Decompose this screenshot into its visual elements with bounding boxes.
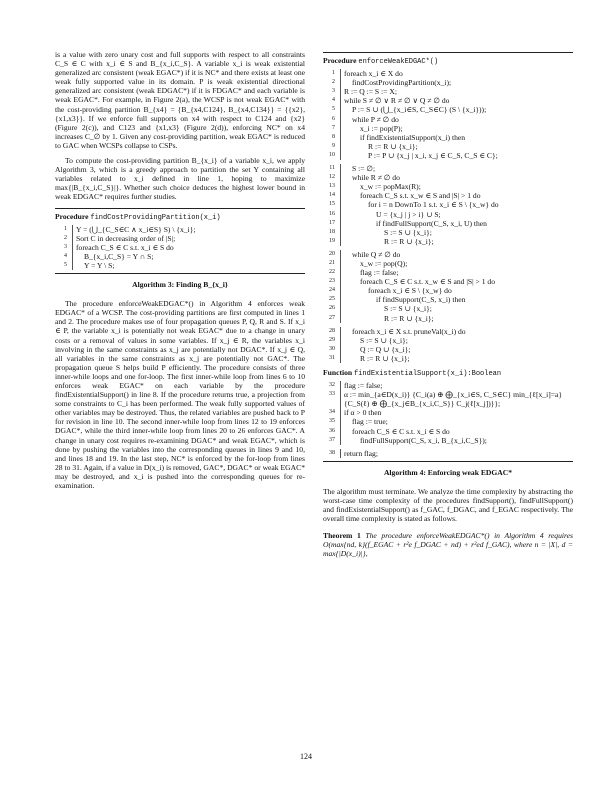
line-number: 15: [329, 201, 335, 208]
line-code: while Q ≠ ∅ do: [340, 250, 573, 259]
procedure-name: findCostProvidingPartition(x_i): [90, 213, 221, 222]
line-number: 37: [329, 436, 335, 443]
line-number: 4: [64, 252, 67, 259]
algorithm-line: [323, 164, 573, 173]
line-number: 25: [329, 296, 335, 303]
line-code: Q := Q ∪ {x_i};: [340, 345, 573, 354]
line-number: 23: [329, 278, 335, 285]
line-code: foreach x_i ∈ X do: [340, 69, 573, 78]
line-number: 32: [329, 382, 335, 389]
algorithm-line: [323, 327, 573, 336]
line-number: 30: [329, 345, 335, 352]
line-code: foreach x_i ∈ X s.t. pruneVal(x_i) do: [340, 327, 573, 336]
theorem-label: Theorem 1: [323, 530, 361, 540]
line-code: R := R ∪ {x_i};: [340, 354, 573, 363]
algorithm-line: [323, 210, 573, 219]
line-number: 3: [64, 243, 67, 250]
line-number: 22: [329, 269, 335, 276]
line-number: 6: [332, 115, 335, 122]
line-code: flag := false;: [340, 268, 573, 277]
line-number: 21: [329, 259, 335, 266]
algorithm-3-header: [55, 212, 305, 223]
right-column: [323, 50, 573, 566]
paragraph-weak-egac-definition: is a value with zero unary cost and full supports with respect to all constraints C_S ∈ C with x_i ∈ S and B_{x_i,C_S}. A variable x_i is weak existential generalized arc consistent (weak EGAC*) if it is NC* and there exists at least one weak fully supported value in its domain. P is weak existential directional generalized arc consistent (weak EDGAC*) if it is FDGAC* and each variable is weak EGAC*. For example, in Figure 2(a), the WCSP is not weak EGAC* with the cost-providing partition B_{x4} = {B_{x4,C124}, B_{x4,C134}} = {{x2},{x1,x3}}. If we enforce full supports on x4 with respect to C124 and {x2} (Figure 2(c)), and C123 and {x1,x3} (Figure 2(d)), enforcing NC* on x4 increases C_∅ by 1. Given any cost-providing partition, weak EGAC* is reduced to GAC when WCSPs collapse to CSPs.: [55, 50, 305, 150]
line-code: P := S ∪ (⋃_{x_i∈S, C_S∈C} (S \ {x_i}));: [340, 105, 573, 114]
line-number: 11: [329, 165, 335, 172]
procedure-keyword: Procedure: [323, 56, 357, 65]
algorithm-line: [323, 336, 573, 345]
algorithm-3-lines: [55, 225, 305, 270]
algorithm-line: [323, 173, 573, 182]
line-number: 29: [329, 336, 335, 343]
line-code: P := P ∪ {x_j | x_i, x_j ∈ C_S, C_S ∈ C};: [340, 151, 573, 160]
line-code: while R ≠ ∅ do: [340, 173, 573, 182]
algorithm-line: [323, 304, 573, 313]
algorithm-line: [323, 436, 573, 445]
line-code: B_{x_i,C_S} = Y ∩ S;: [72, 252, 305, 261]
line-number: 17: [329, 219, 335, 226]
algorithm-line: [323, 268, 573, 277]
line-code: S := ∅;: [340, 164, 573, 173]
algorithm-line: [323, 105, 573, 114]
algorithm-line: [323, 78, 573, 87]
line-number: 12: [329, 174, 335, 181]
line-number: 38: [329, 449, 335, 456]
line-code: R := R ∪ {x_i};: [340, 314, 573, 323]
algorithm-line: [323, 417, 573, 426]
line-number: 3: [332, 88, 335, 95]
line-number: 19: [329, 237, 335, 244]
algorithm-line: [323, 219, 573, 228]
line-number: 20: [329, 250, 335, 257]
line-number: 14: [329, 192, 335, 199]
function-lines: [323, 381, 573, 458]
line-code: findFullSupport(C_S, x_i, B_{x_i,C_S});: [340, 436, 573, 445]
function-header: [323, 368, 573, 379]
algorithm-line: [323, 182, 573, 191]
paragraph-procedure-description: The procedure enforceWeakEDGAC*() in Algorithm 4 enforces weak EDGAC* of a WCSP. The cost-providing partitions are first computed in lines 1 and 2. The procedure makes use of four propagation queues P, Q, R and S. If x_i ∈ P, the variable x_i is potentially not weak EGAC* due to a change in unary costs or a removal of values in some variables. If x_j ∈ R, the variables x_i involving in the same constraints as x_j are potentially not DGAC*. If x_j ∈ Q, all variables in the same constraints as x_j are potentially not GAC*. The propagation queue S helps build P efficiently. The procedure consists of three inner-while loops and one for-loop. The first inner-while loop from lines 6 to 10 enforces weak EGAC* on each variable by the procedure findExistentialSupport() in line 8. If the procedure returns true, a projection from some constraints to C_i has been performed. The weak fully supported values of other variables may be destroyed. Thus, the related variables are pushed back to P for revision in line 10. The second inner-while loop from lines 12 to 19 enforces DGAC*, while the third inner-while loop from lines 20 to 26 enforces GAC*. A change in unary cost requires re-examining DGAC* and weak EGAC*, which is done by pushing the variables into the corresponding queues in lines 9 and 10, and lines 18 and 19. In the last step, NC* is enforced by the for-loop from lines 28 to 31. Again, if a value in D(x_i) is removed, GAC*, DGAC* or weak EGAC* may be destroyed, and x_i is pushed into the corresponding queues for re-examination.: [55, 299, 305, 491]
line-number: 33: [329, 391, 335, 398]
algorithm-line: [323, 277, 573, 286]
paragraph-cost-providing-partition: To compute the cost-providing partition B_{x_i} of a variable x_i, we apply Algorithm 3, which is a greedy approach to partition the set Y containing all variables related to x_i defined in line 1, hoping to maximize max{|B_{x_i,C_S}|}. Whether such choice deduces the highest lower bound in weak EDGAC* requires further studies.: [55, 156, 305, 202]
algorithm-line: [323, 237, 573, 246]
line-code: x_w := popMax(R);: [340, 182, 573, 191]
procedure-keyword: Procedure: [55, 211, 89, 221]
line-code: Y = Y \ S;: [72, 261, 305, 270]
line-number: 1: [332, 70, 335, 77]
line-number: 16: [329, 210, 335, 217]
line-code: α := min_{a∈D(x_i)} {C_i(a) ⊕ ⨁_{x_i∈S, C_S∈C} min_{ℓ[x_i]=a} {C_S(ℓ) ⊕ ⨁_{x_j∈B_{x_i,C_S}} C_j(ℓ[x_j])}};: [340, 390, 573, 408]
algorithm-line: [55, 252, 305, 261]
line-code: while S ≠ ∅ ∨ R ≠ ∅ ∨ Q ≠ ∅ do: [340, 96, 573, 105]
line-number: 18: [329, 228, 335, 235]
page-number: 124: [300, 752, 312, 761]
line-number: 1: [64, 225, 67, 232]
algorithm-line: [323, 345, 573, 354]
line-number: 26: [329, 305, 335, 312]
algorithm-line: [55, 225, 305, 234]
algorithm-line: [323, 286, 573, 295]
line-code: foreach x_i ∈ S \ {x_w} do: [340, 286, 573, 295]
line-code: x_w := pop(Q);: [340, 259, 573, 268]
algorithm-line: [323, 381, 573, 390]
algorithm-line: [323, 115, 573, 124]
line-code: if findSupport(C_S, x_i) then: [340, 295, 573, 304]
line-number: 4: [332, 97, 335, 104]
algorithm-4-header: [323, 56, 573, 67]
algorithm-line: [323, 142, 573, 151]
algorithm-line: [323, 124, 573, 133]
line-code: foreach C_S ∈ C s.t. x_w ∈ S and |S| > 1 do: [340, 277, 573, 286]
line-number: 27: [329, 314, 335, 321]
left-column: [55, 50, 305, 496]
line-code: S := S ∪ {x_i};: [340, 228, 573, 237]
line-code: if findFullSupport(C_S, x_i, U) then: [340, 219, 573, 228]
line-code: R := Q := S := X;: [340, 87, 573, 96]
line-number: 10: [329, 151, 335, 158]
algorithm-line: [323, 133, 573, 142]
line-code: R := R ∪ {x_i};: [340, 142, 573, 151]
algorithm-line: [323, 69, 573, 78]
algorithm-line: [323, 390, 573, 408]
algorithm-line: [323, 96, 573, 105]
line-code: S := S ∪ {x_i};: [340, 304, 573, 313]
algorithm-line: [55, 234, 305, 243]
algorithm-line: [55, 243, 305, 252]
algorithm-3: [55, 208, 305, 275]
algorithm-4-lines: [323, 69, 573, 363]
line-number: 28: [329, 327, 335, 334]
line-code: S := S ∪ {x_i};: [340, 336, 573, 345]
algorithm-line: [323, 250, 573, 259]
line-number: 24: [329, 287, 335, 294]
line-code: if findExistentialSupport(x_i) then: [340, 133, 573, 142]
line-number: 8: [332, 133, 335, 140]
line-number: 5: [64, 261, 67, 268]
line-number: 31: [329, 354, 335, 361]
algorithm-line: [323, 408, 573, 417]
line-code: flag := true;: [340, 417, 573, 426]
line-code: while P ≠ ∅ do: [340, 115, 573, 124]
algorithm-line: [55, 261, 305, 270]
theorem-1: [323, 531, 573, 558]
algorithm-line: [323, 314, 573, 323]
theorem-text: The procedure enforceWeakEDGAC*() in Algorithm 4 requires O(max{nd, k}(f_EGAC + r²e f_DGAC + nd) + r²ed f_GAC), where n = |X|, d = max{|D(x_i)|},: [323, 530, 573, 559]
line-number: 5: [332, 106, 335, 113]
line-code: foreach C_S s.t. x_w ∈ S and |S| > 1 do: [340, 191, 573, 200]
function-keyword: Function: [323, 368, 353, 377]
line-number: 2: [64, 234, 67, 241]
algorithm-line: [323, 228, 573, 237]
procedure-name: enforceWeakEDGAC*(): [358, 58, 439, 66]
line-code: foreach C_S ∈ C s.t. x_i ∈ S do: [340, 427, 573, 436]
algorithm-line: [323, 449, 573, 458]
line-number: 34: [329, 409, 335, 416]
line-code: Y = (⋃_{C_S∈C ∧ x_i∈S} S) \ {x_i};: [72, 225, 305, 234]
line-number: 13: [329, 183, 335, 190]
line-number: 35: [329, 418, 335, 425]
line-code: flag := false;: [340, 381, 573, 390]
line-number: 2: [332, 79, 335, 86]
algorithm-line: [323, 427, 573, 436]
line-code: R := R ∪ {x_i};: [340, 237, 573, 246]
algorithm-line: [323, 354, 573, 363]
line-code: findCostProvidingPartition(x_i);: [340, 78, 573, 87]
line-number: 7: [332, 124, 335, 131]
line-number: 36: [329, 427, 335, 434]
line-code: Sort C in decreasing order of |S|;: [72, 234, 305, 243]
line-code: for i = n DownTo 1 s.t. x_i ∈ S \ {x_w} do: [340, 200, 573, 209]
paragraph-complexity-analysis: The algorithm must terminate. We analyze the time complexity by abstracting the worst-case time complexity of the procedures findSupport(), findFullSupport() and findExistentialSupport() as f_GAC, f_DGAC, and f_EGAC respectively. The overall time complexity is stated as follows.: [323, 486, 573, 524]
line-code: if α > 0 then: [340, 408, 573, 417]
line-number: 9: [332, 142, 335, 149]
algorithm-4-caption: Algorithm 4: Enforcing weak EDGAC*: [383, 467, 513, 477]
line-code: return flag;: [340, 449, 573, 458]
algorithm-3-caption: Algorithm 3: Finding B_{x_i}: [132, 280, 228, 290]
algorithm-line: [323, 200, 573, 209]
algorithm-line: [323, 295, 573, 304]
line-code: x_i := pop(P);: [340, 124, 573, 133]
algorithm-line: [323, 191, 573, 200]
algorithm-line: [323, 87, 573, 96]
algorithm-line: [323, 151, 573, 160]
algorithm-4: [323, 52, 573, 462]
line-code: foreach C_S ∈ C s.t. x_i ∈ S do: [72, 243, 305, 252]
algorithm-line: [323, 259, 573, 268]
function-name: findExistentialSupport(x_i):Boolean: [354, 370, 502, 378]
line-code: U = {x_j | j > i} ∪ S;: [340, 210, 573, 219]
